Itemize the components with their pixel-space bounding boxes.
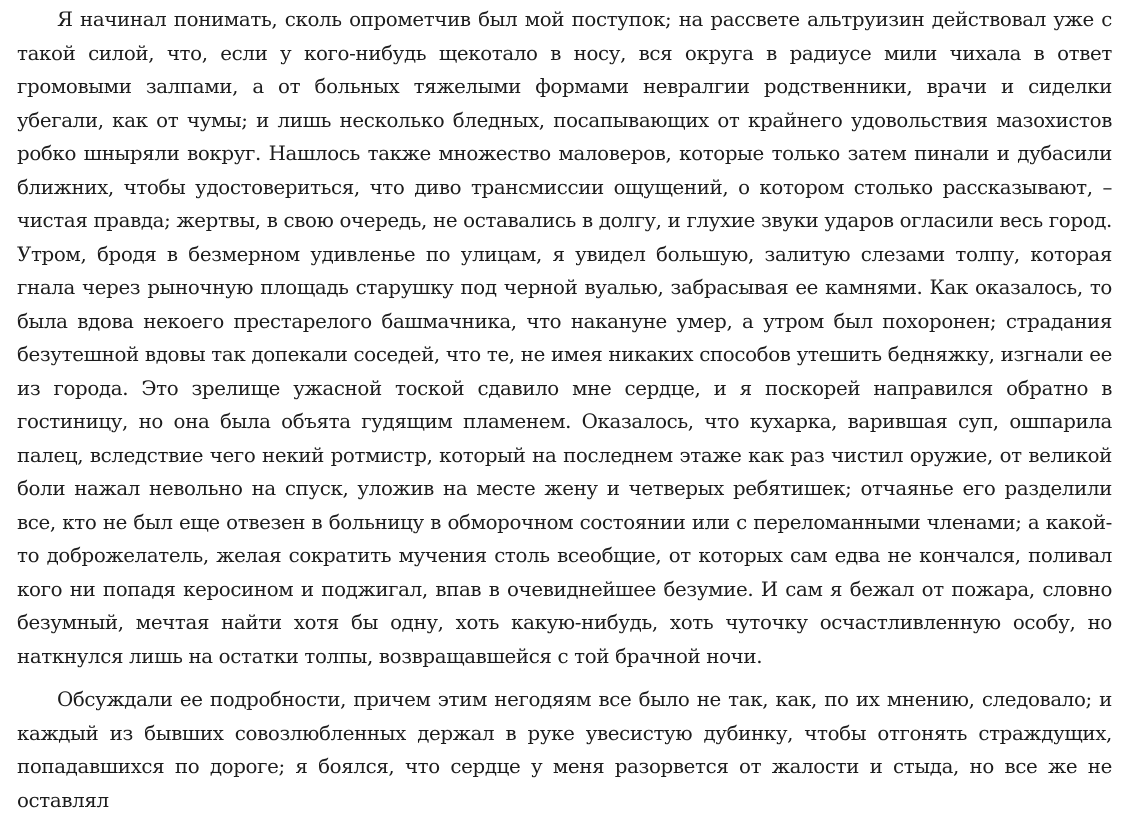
paragraph-1: Я начинал понимать, сколь опрометчив был мой поступок; на рассвете альтруизин действовал уже с такой силой, что, если у кого-нибудь щекотало в носу, вся округа в радиусе мили чихала в ответ громовыми залпами, а от больных тяжелыми формами невралгии родственники, врачи и сиделки убегали, как от чумы; и лишь несколько бледных, посапывающих от крайнего удовольствия мазохистов робко шныряли вокруг. Нашлось также множество маловеров, которые только затем пинали и дубасили ближних, чтобы удостовериться, что диво трансмиссии ощущений, о котором столько рассказывают, – чистая правда; жертвы, в свою очередь, не оставались в долгу, и глухие звуки ударов огласили весь город. Утром, бродя в безмерном удивленье по улицам, я увидел большую, залитую слезами толпу, которая гнала через рыночную площадь старушку под черной вуалью, забрасывая ее камнями. Как оказалось, то была вдова некоего престарелого башмачника, что накануне умер, а утром был похоронен; страдания безутешной вдовы так допекали соседей, что те, не имея никаких способов утешить бедняжку, изгнали ее из города. Это зрелище ужасной тоской сдавило мне сердце, и я поскорей направился обратно в гостиницу, но она была объята гудящим пламенем. Оказалось, что кухарка, варившая суп, ошпарила палец, вследствие чего некий ротмистр, который на последнем этаже как раз чистил оружие, от великой боли нажал невольно на спуск, уложив на месте жену и четверых ребятишек; отчаянье его разделили все, кто не был еще отвезен в больницу в обморочном состоянии или с переломанными членами; а какой-то доброжелатель, желая сократить мучения столь всеобщие, от которых сам едва не кончался, поливал кого ни попадя керосином и поджигал, впав в очевиднейшее безумие. И сам я бежал от пожара, словно безумный, мечтая найти хотя бы одну, хоть какую-нибудь, хоть чуточку осчастливленную особу, но наткнулся лишь на остатки толпы, возвращавшейся с той брачной ночи. — [17, 8, 1112, 668]
paragraph-2: Обсуждали ее подробности, причем этим негодяям все было не так, как, по их мнению, следовало; и каждый из бывших совозлюбленных держал в руке увесистую дубинку, чтобы отгонять страждущих, попадавшихся по дороге; я боялся, что сердце у меня разорвется от жалости и стыда, но все же не оставлял — [17, 688, 1112, 812]
